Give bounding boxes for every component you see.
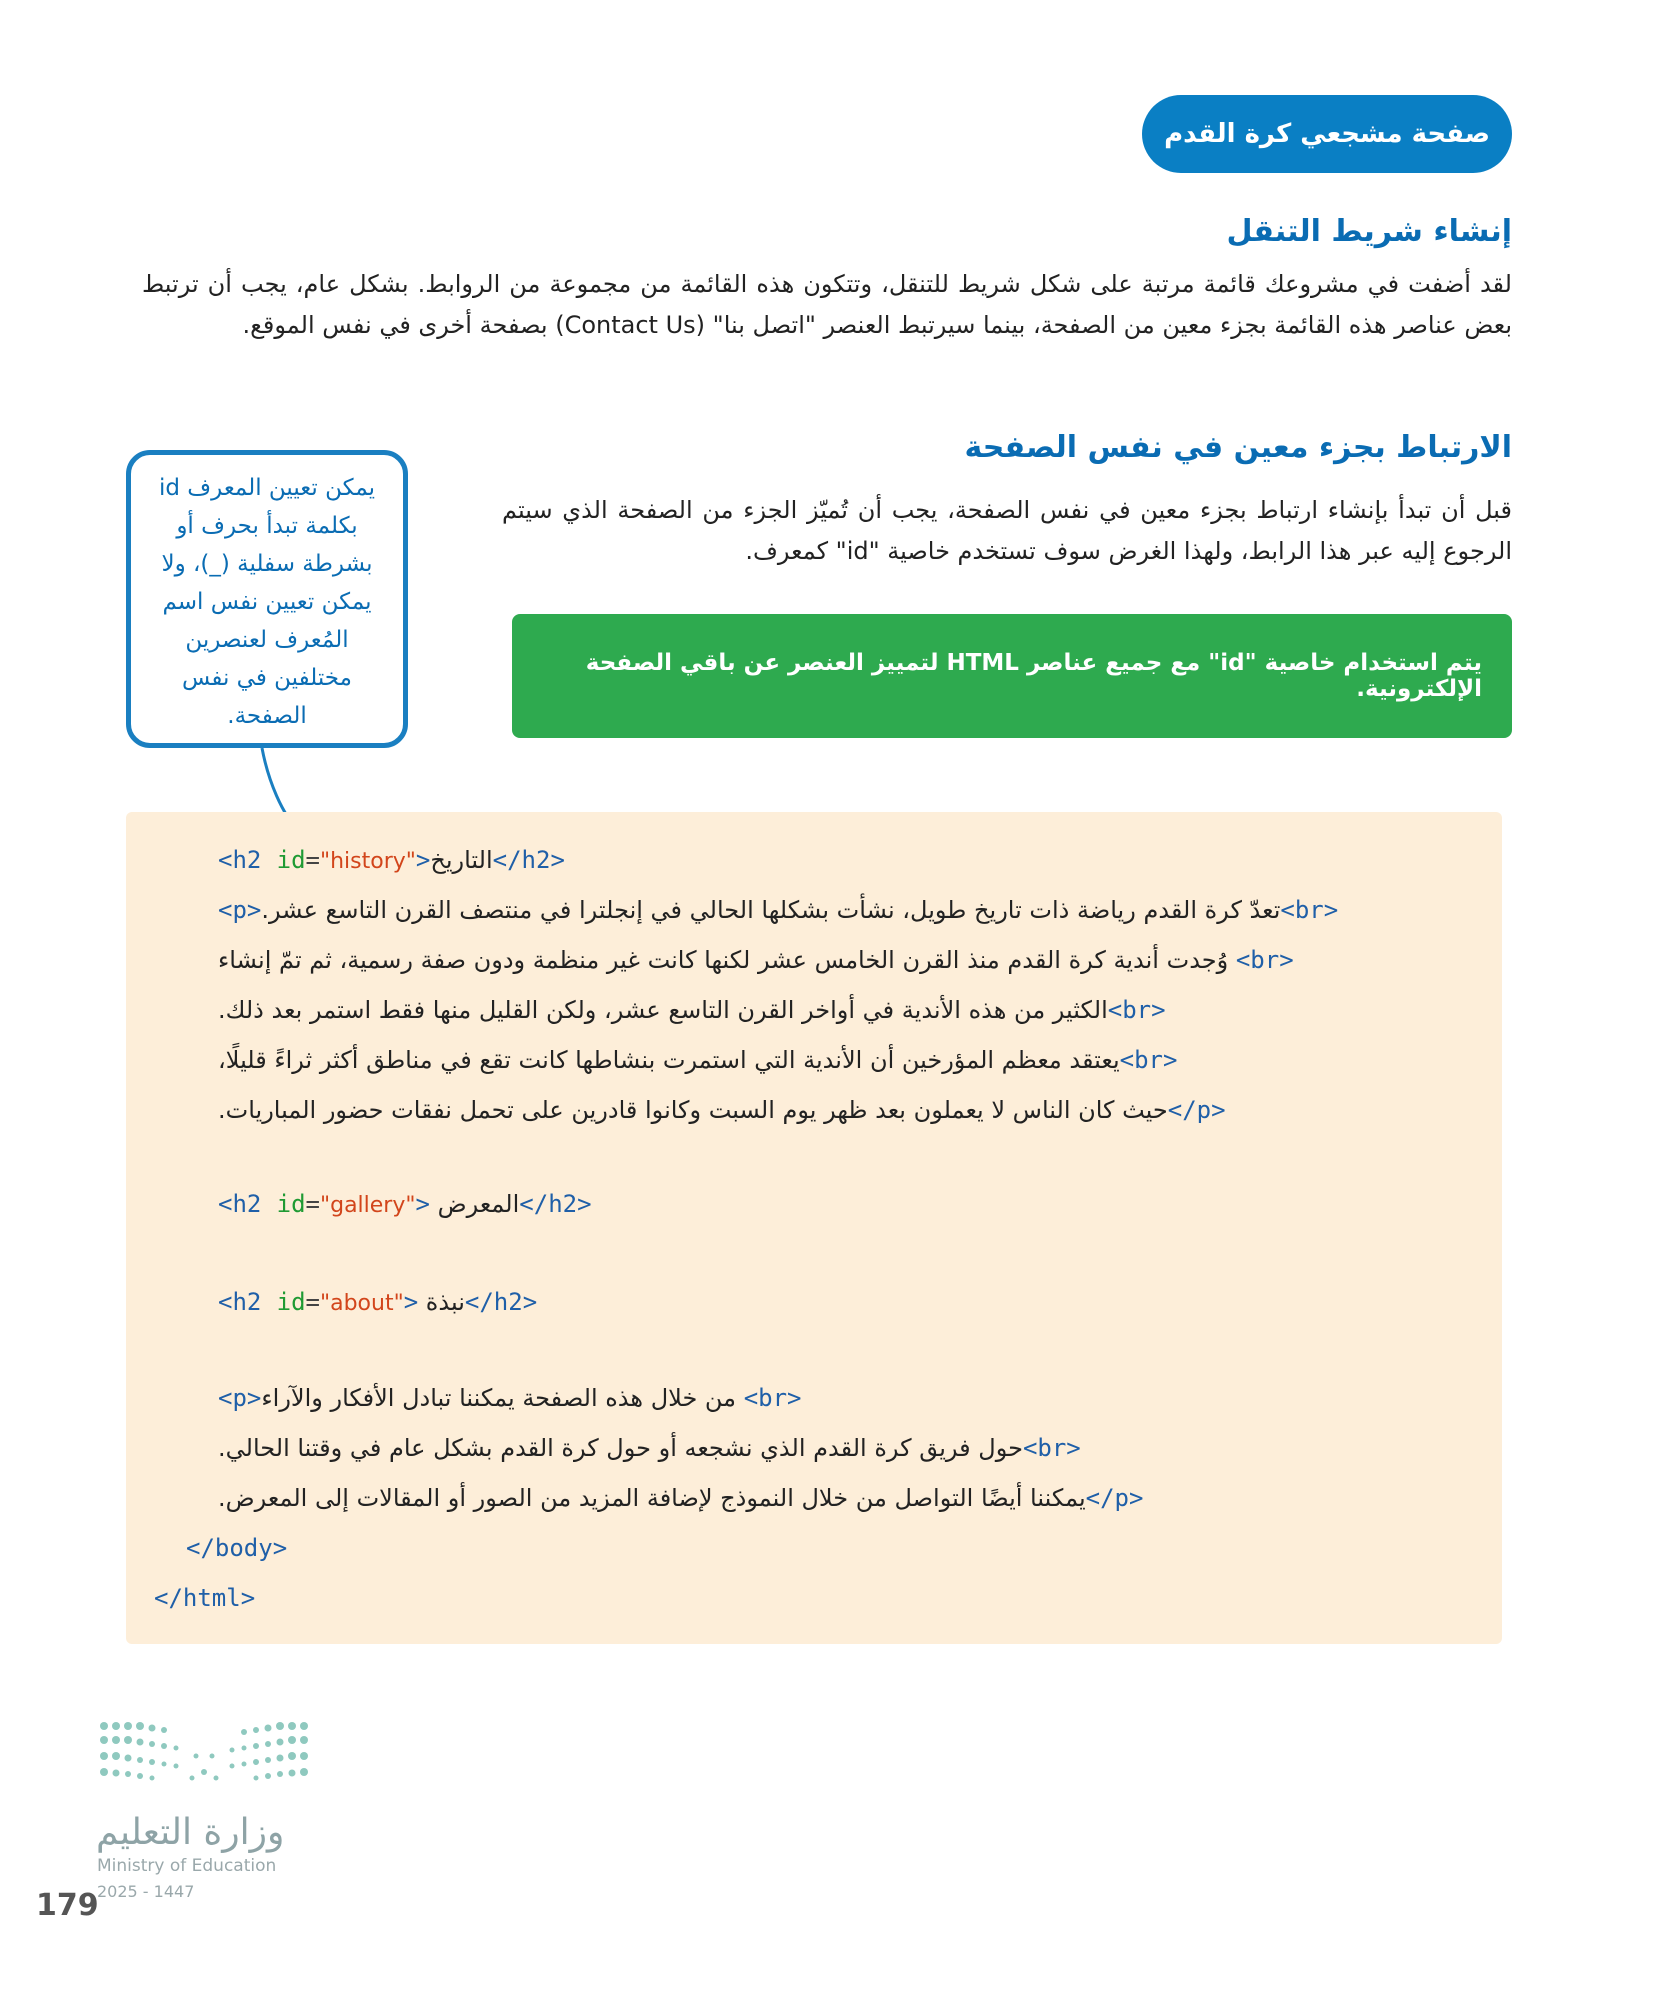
code-line-body-close: </body> [186,1534,288,1562]
code-line-history-p1: <p>تعدّ كرة القدم رياضة ذات تاريخ طويل، نشأت بشكلها الحالي في إنجلترا في منتصف القرن التاسع عشر.<br> [218,896,1339,924]
section-body-navbar: لقد أضفت في مشروعك قائمة مرتبة على شكل شريط للتنقل، وتتكون هذه القائمة من مجموعة من الروابط. بشكل عام، يجب أن ترتبط بعض عناصر هذه القائمة بجزء معين من الصفحة، بينما سيرتبط العنصر "اتصل بنا" (Contact Us) بصفحة أخرى في نفس الموقع. [142,270,1512,339]
ministry-name-ar: وزارة التعليم [96,1812,285,1853]
section-title-navbar: إنشاء شريط التنقل [1226,214,1512,249]
code-line-h2-gallery: <h2 id="gallery"> المعرض</h2> [218,1190,592,1218]
code-line-history-p2: وُجدت أندية كرة القدم منذ القرن الخامس عشر لكنها كانت غير منظمة ودون صفة رسمية، ثم تمّ إنشاء <br> [218,946,1294,974]
code-line-history-p3: الكثير من هذه الأندية في أواخر القرن التاسع عشر، ولكن القليل منها فقط استمر بعد ذلك.<br> [218,996,1166,1024]
ministry-name-en: Ministry of Education [97,1856,277,1876]
code-line-h2-about: <h2 id="about"> نبذة</h2> [218,1288,538,1316]
code-line-history-p5: حيث كان الناس لا يعملون بعد ظهر يوم السبت وكانوا قادرين على تحمل نفقات حضور المباريات.</p> [218,1096,1226,1124]
note-text: يتم استخدام خاصية "id" مع جميع عناصر HTML لتمييز العنصر عن باقي الصفحة الإلكترونية. [585,650,1482,702]
section-title-anchor: الارتباط بجزء معين في نفس الصفحة [964,430,1512,465]
section-body-anchor: قبل أن تبدأ بإنشاء ارتباط بجزء معين في نفس الصفحة، يجب أن تُميّز الجزء من الصفحة الذي سيتم الرجوع إليه عبر هذا الرابط، ولهذا الغرض سوف تستخدم خاصية "id" كمعرف. [502,496,1512,565]
code-block [126,812,1502,1644]
section-pill: صفحة مشجعي كرة القدم [1142,95,1512,173]
code-line-about-p1: <p>من خلال هذه الصفحة يمكننا تبادل الأفكار والآراء <br> [218,1384,802,1412]
callout-text: يمكن تعيين المعرف id بكلمة تبدأ بحرف أو بشرطة سفلية (_)، ولا يمكن تعيين نفس اسم المُعرف لعنصرين مختلفين في نفس الصفحة. [158,475,376,729]
page-number: 179 [36,1888,99,1923]
code-line-h2-history: <h2 id="history">التاريخ</h2> [218,846,565,874]
code-line-about-p2: حول فريق كرة القدم الذي نشجعه أو حول كرة القدم بشكل عام في وقتنا الحالي.<br> [218,1434,1081,1462]
code-line-html-close: </html> [154,1584,256,1612]
code-line-history-p4: يعتقد معظم المؤرخين أن الأندية التي استمرت بنشاطها كانت تقع في مناطق أكثر ثراءً قليلًا،<br> [218,1046,1178,1074]
code-line-about-p3: يمكننا أيضًا التواصل من خلال النموذج لإضافة المزيد من الصور أو المقالات إلى المعرض.</p> [218,1484,1144,1512]
ministry-year: 2025 - 1447 [97,1882,195,1901]
ministry-logo-icon [96,1716,316,1808]
